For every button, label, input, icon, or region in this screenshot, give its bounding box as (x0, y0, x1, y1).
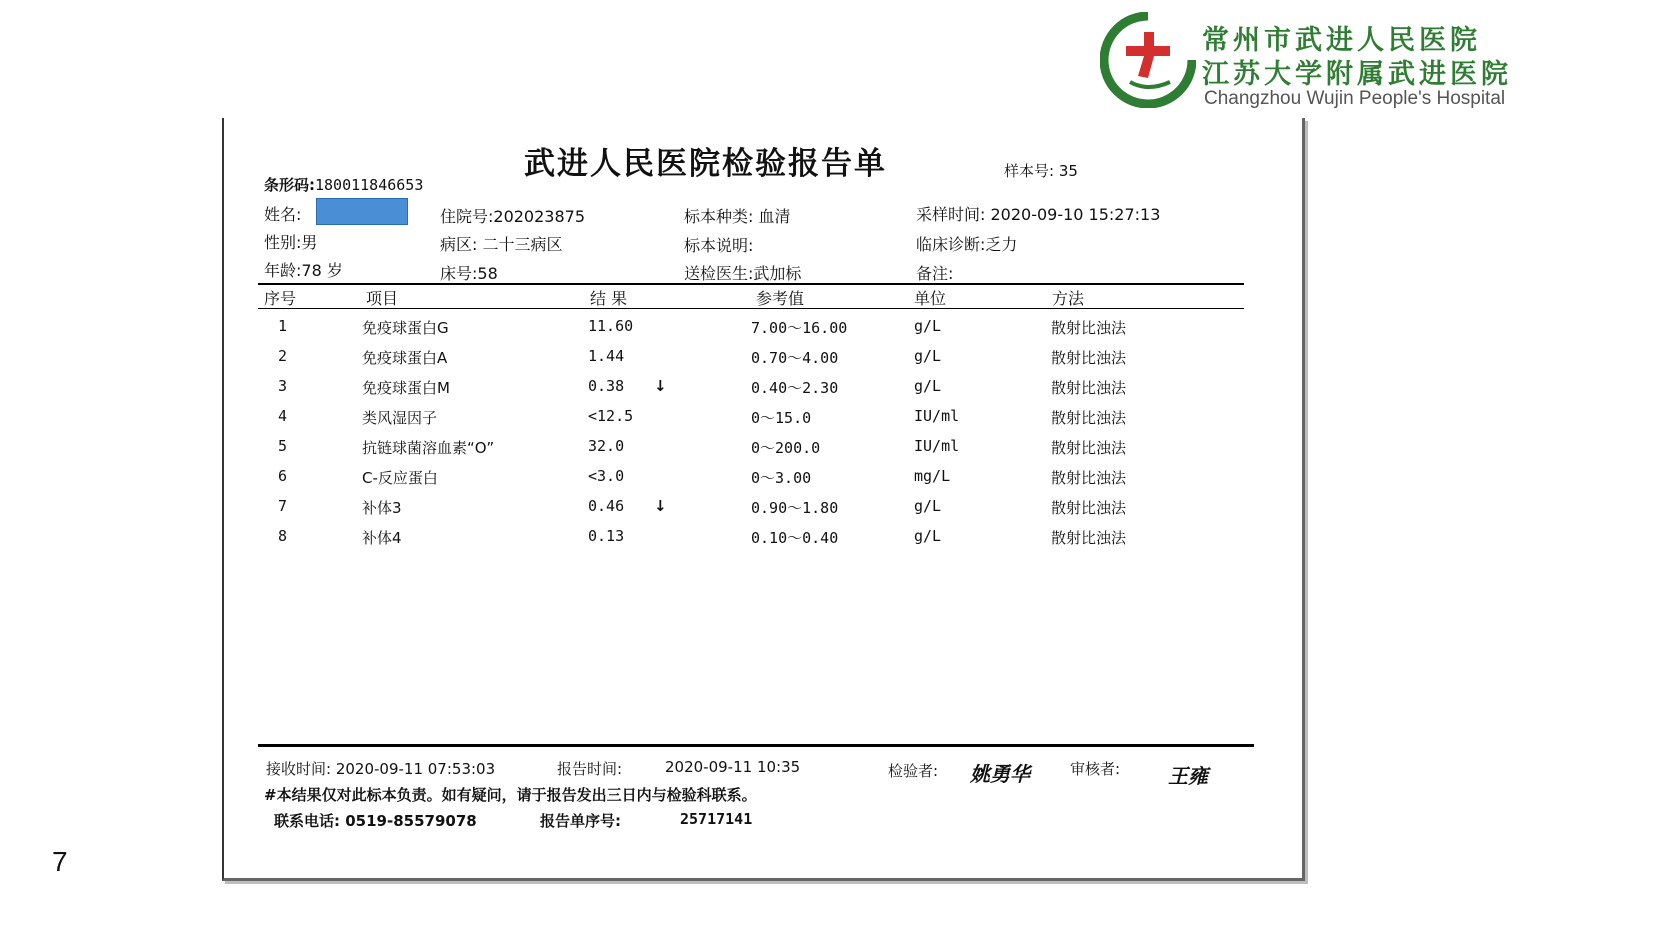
row-item: 抗链球菌溶血素“O” (362, 439, 495, 457)
row-no: 7 (278, 497, 288, 515)
row-item: 补体4 (362, 529, 402, 547)
row-no: 5 (278, 437, 288, 455)
row-unit: g/L (914, 317, 942, 335)
row-item: 补体3 (362, 499, 402, 517)
table-row (224, 497, 1224, 523)
row-method: 散射比浊法 (1051, 349, 1127, 367)
table-row (224, 407, 1224, 433)
row-item: 类风湿因子 (362, 409, 438, 427)
reviewer-signature: 王雍 (1168, 764, 1208, 788)
hospital-logo (1100, 8, 1552, 112)
redacted-name-box (316, 198, 408, 225)
slide-number: 7 (52, 846, 68, 877)
row-method: 散射比浊法 (1051, 409, 1127, 427)
row-no: 8 (278, 527, 288, 545)
barcode-value: 180011846653 (315, 176, 424, 194)
table-row (224, 377, 1224, 403)
row-result: <3.0 (588, 467, 625, 485)
report-time-value: 2020-09-11 10:35 (665, 758, 801, 776)
barcode-label: 条形码: (264, 176, 315, 194)
row-method: 散射比浊法 (1051, 529, 1127, 547)
row-result: 11.60 (588, 317, 634, 335)
tester-signature: 姚勇华 (970, 762, 1030, 786)
row-item: 免疫球蛋白A (362, 349, 448, 367)
row-unit: IU/ml (914, 437, 960, 455)
col-header-no: 序号 (264, 289, 297, 308)
remarks: 备注: (916, 264, 954, 283)
patient-name-label: 姓名: (264, 205, 302, 224)
row-result: 32.0 (588, 437, 625, 455)
sending-doctor: 送检医生:武加标 (684, 264, 802, 283)
specimen-type: 标本种类: 血清 (684, 207, 791, 226)
row-no: 6 (278, 467, 288, 485)
row-reference: 0～15.0 (751, 409, 812, 427)
table-row (224, 347, 1224, 373)
row-item: C-反应蛋白 (362, 469, 438, 487)
row-item: 免疫球蛋白G (362, 319, 449, 337)
row-reference: 0.90～1.80 (751, 499, 839, 517)
contact-phone: 联系电话: 0519-85579078 (274, 812, 477, 830)
row-reference: 0～3.00 (751, 469, 812, 487)
report-seq-value: 25717141 (680, 810, 753, 828)
patient-age: 年龄:78 岁 (264, 261, 343, 280)
row-result: 0.13 (588, 527, 625, 545)
table-header-rule (258, 308, 1244, 309)
row-method: 散射比浊法 (1051, 439, 1127, 457)
lab-report-sheet (222, 118, 1305, 881)
collection-time: 采样时间: 2020-09-10 15:27:13 (916, 205, 1161, 224)
bed-number: 床号:58 (440, 264, 498, 283)
col-header-reference: 参考值 (756, 289, 805, 308)
disclaimer: #本结果仅对此标本负责。如有疑问，请于报告发出三日内与检验科联系。 (264, 786, 757, 804)
report-time-label: 报告时间: (557, 760, 623, 778)
receive-time: 接收时间: 2020-09-11 07:53:03 (266, 760, 496, 778)
row-reference: 0.70～4.00 (751, 349, 839, 367)
table-row (224, 437, 1224, 463)
row-result: <12.5 (588, 407, 634, 425)
report-seq-label: 报告单序号: (540, 812, 621, 830)
row-result: 0.38 (588, 377, 625, 395)
row-item: 免疫球蛋白M (362, 379, 450, 397)
col-header-unit: 单位 (914, 289, 947, 308)
barcode (264, 174, 423, 195)
col-header-result: 结 果 (590, 289, 628, 308)
tester-label: 检验者: (888, 762, 939, 780)
row-result: 0.46 (588, 497, 625, 515)
row-unit: IU/ml (914, 407, 960, 425)
footer-rule (258, 744, 1254, 747)
logo-hospital-name-1: 常州市武进人民医院 (1202, 25, 1481, 56)
row-result: 1.44 (588, 347, 625, 365)
row-no: 1 (278, 317, 288, 335)
row-reference: 0～200.0 (751, 439, 821, 457)
sample-number: 样本号: 35 (1004, 162, 1078, 180)
logo-hospital-name-2: 江苏大学附属武进医院 (1202, 59, 1512, 90)
clinical-diagnosis: 临床诊断:乏力 (916, 235, 1018, 254)
row-unit: g/L (914, 527, 942, 545)
patient-sex: 性别:男 (264, 233, 318, 252)
row-method: 散射比浊法 (1051, 469, 1127, 487)
table-row (224, 317, 1224, 343)
row-method: 散射比浊法 (1051, 499, 1127, 517)
col-header-item: 项目 (366, 289, 399, 308)
row-unit: g/L (914, 377, 942, 395)
row-no: 4 (278, 407, 288, 425)
row-no: 3 (278, 377, 288, 395)
ward: 病区: 二十三病区 (440, 235, 563, 254)
report-title: 武进人民医院检验报告单 (524, 146, 887, 182)
col-header-method: 方法 (1052, 289, 1085, 308)
row-unit: g/L (914, 347, 942, 365)
reviewer-label: 审核者: (1070, 760, 1121, 778)
row-unit: g/L (914, 497, 942, 515)
row-reference: 0.40～2.30 (751, 379, 839, 397)
hospital-emblem-icon (1100, 12, 1196, 108)
row-reference: 7.00～16.00 (751, 319, 848, 337)
table-top-rule (258, 283, 1244, 285)
table-row (224, 527, 1224, 553)
logo-hospital-name-english: Changzhou Wujin People's Hospital (1204, 88, 1506, 109)
table-row (224, 467, 1224, 493)
row-no: 2 (278, 347, 288, 365)
row-unit: mg/L (914, 467, 951, 485)
row-method: 散射比浊法 (1051, 379, 1127, 397)
row-reference: 0.10～0.40 (751, 529, 839, 547)
row-method: 散射比浊法 (1051, 319, 1127, 337)
row-flag-low-arrow: ↓ (654, 497, 667, 515)
row-flag-low-arrow: ↓ (654, 377, 667, 395)
specimen-note: 标本说明: (684, 236, 754, 255)
admission-number: 住院号:202023875 (440, 207, 586, 226)
